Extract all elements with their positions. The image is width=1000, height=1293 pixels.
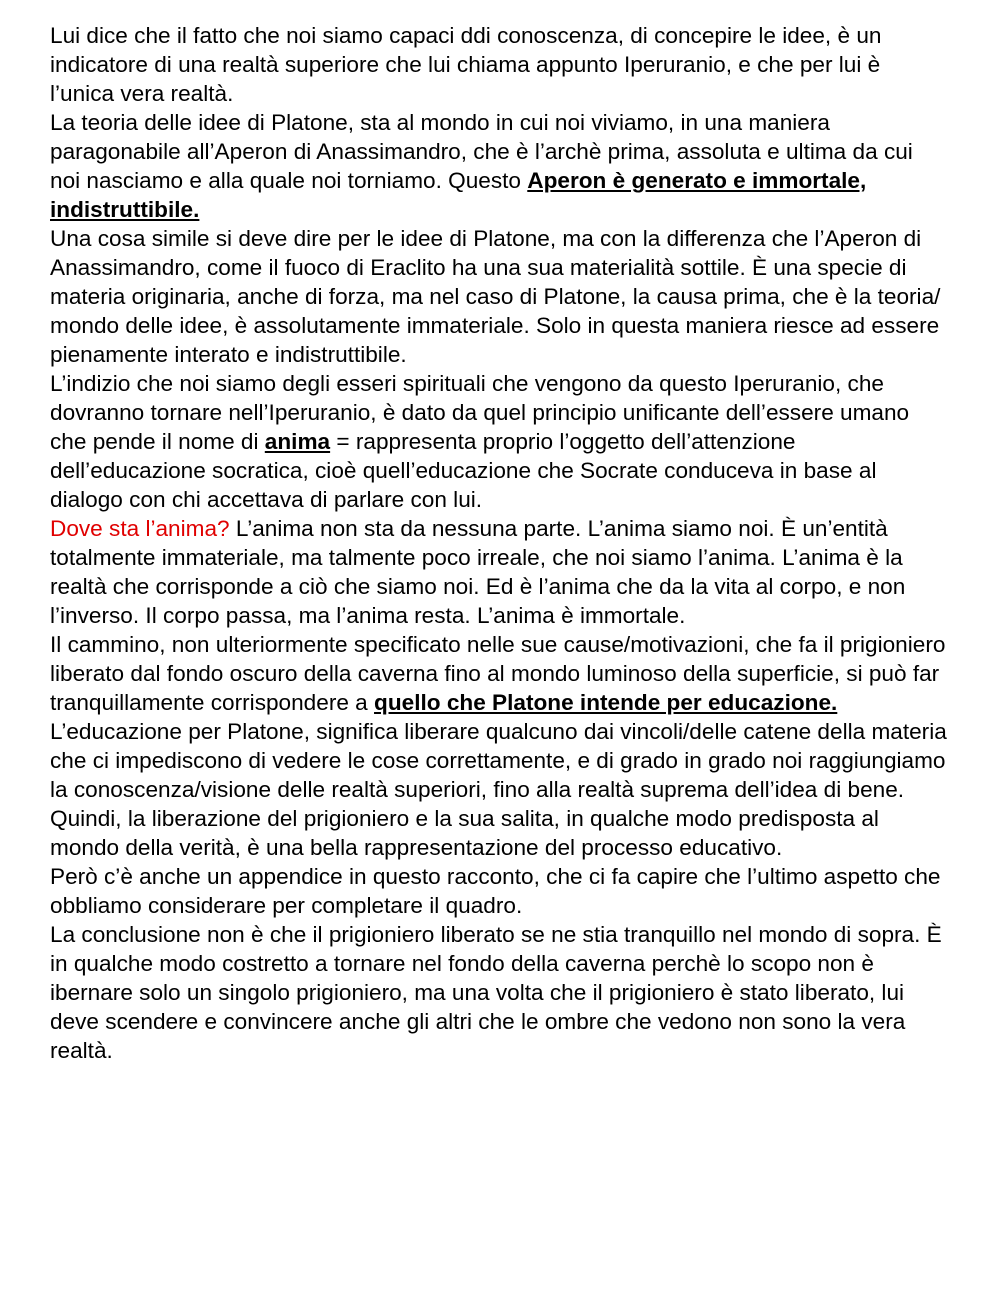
paragraph-text: L’educazione per Platone, significa liberare qualcuno dai vincoli/delle catene della materia che ci impediscono di vedere le cose correttamente, e di grado in grado noi raggiungiamo la conoscenza/visione delle realtà superiori, fino alla realtà suprema dell’idea di bene. <box>50 719 947 802</box>
paragraph <box>50 717 948 804</box>
document-body <box>50 21 948 1065</box>
paragraph <box>50 21 948 108</box>
paragraph <box>50 369 948 514</box>
paragraph <box>50 224 948 369</box>
paragraph <box>50 920 948 1065</box>
question-text: Dove sta l’anima? <box>50 516 230 541</box>
paragraph-text: Il cammino, non ulteriormente specificato nelle sue cause/motivazioni, che fa il prigioniero liberato dal fondo oscuro della caverna fino al mondo luminoso della superficie, si può far tranquillamente corrispondere a <box>50 632 946 715</box>
paragraph <box>50 862 948 920</box>
emphasized-text: quello che Platone intende per educazione. <box>374 690 838 715</box>
paragraph <box>50 108 948 224</box>
paragraph-text: La conclusione non è che il prigioniero liberato se ne stia tranquillo nel mondo di sopra. È in qualche modo costretto a tornare nel fondo della caverna perchè lo scopo non è ibernare solo un singolo prigioniero, ma una volta che il prigioniero è stato liberato, lui deve scendere e convincere anche gli altri che le ombre che vedono non sono la vera realtà. <box>50 922 942 1063</box>
paragraph-text: L’indizio che noi siamo degli esseri spirituali che vengono da questo Iperuranio, che dovranno tornare nell’Iperuranio, è dato da quel principio unificante dell’essere umano che pende il nome di <box>50 371 910 454</box>
emphasized-text: Aperon è generato e immortale, indistruttibile. <box>50 168 867 222</box>
paragraph <box>50 630 948 717</box>
paragraph-text: Però c’è anche un appendice in questo racconto, che ci fa capire che l’ultimo aspetto che obbliamo considerare per completare il quadro. <box>50 864 941 918</box>
paragraph <box>50 514 948 630</box>
paragraph-text: La teoria delle idee di Platone, sta al mondo in cui noi viviamo, in una maniera paragonabile all’Aperon di Anassimandro, che è l’archè prima, assoluta e ultima da cui noi nasciamo e alla quale noi torniamo. Questo <box>50 110 913 193</box>
paragraph-text: Quindi, la liberazione del prigioniero e la sua salita, in qualche modo predisposta al mondo della verità, è una bella rappresentazione del processo educativo. <box>50 806 879 860</box>
paragraph <box>50 804 948 862</box>
paragraph-text: = rappresenta proprio l’oggetto dell’attenzione dell’educazione socratica, cioè quell’educazione che Socrate conduceva in base al dialogo con chi accettava di parlare con lui. <box>50 429 877 512</box>
paragraph-text: Lui dice che il fatto che noi siamo capaci ddi conoscenza, di concepire le idee, è un indicatore di una realtà superiore che lui chiama appunto Iperuranio, e che per lui è l’unica vera realtà. <box>50 23 882 106</box>
emphasized-text: anima <box>264 429 331 454</box>
paragraph-text: Una cosa simile si deve dire per le idee di Platone, ma con la differenza che l’Aperon di Anassimandro, come il fuoco di Eraclito ha una sua materialità sottile. È una specie di materia originaria, anche di forza, ma nel caso di Platone, la causa prima, che è la teoria/ mondo delle idee, è assolutamente immateriale. Solo in questa maniera riesce ad essere pienamente interato e indistruttibile. <box>50 226 941 367</box>
paragraph-text: L’anima non sta da nessuna parte. L’anima siamo noi. È un’entità totalmente immateriale, ma talmente poco irreale, che noi siamo l’anima. L’anima è la realtà che corrisponde a ciò che siamo noi. Ed è l’anima che da la vita al corpo, e non l’inverso. Il corpo passa, ma l’anima resta. L’anima è immortale. <box>50 516 906 628</box>
